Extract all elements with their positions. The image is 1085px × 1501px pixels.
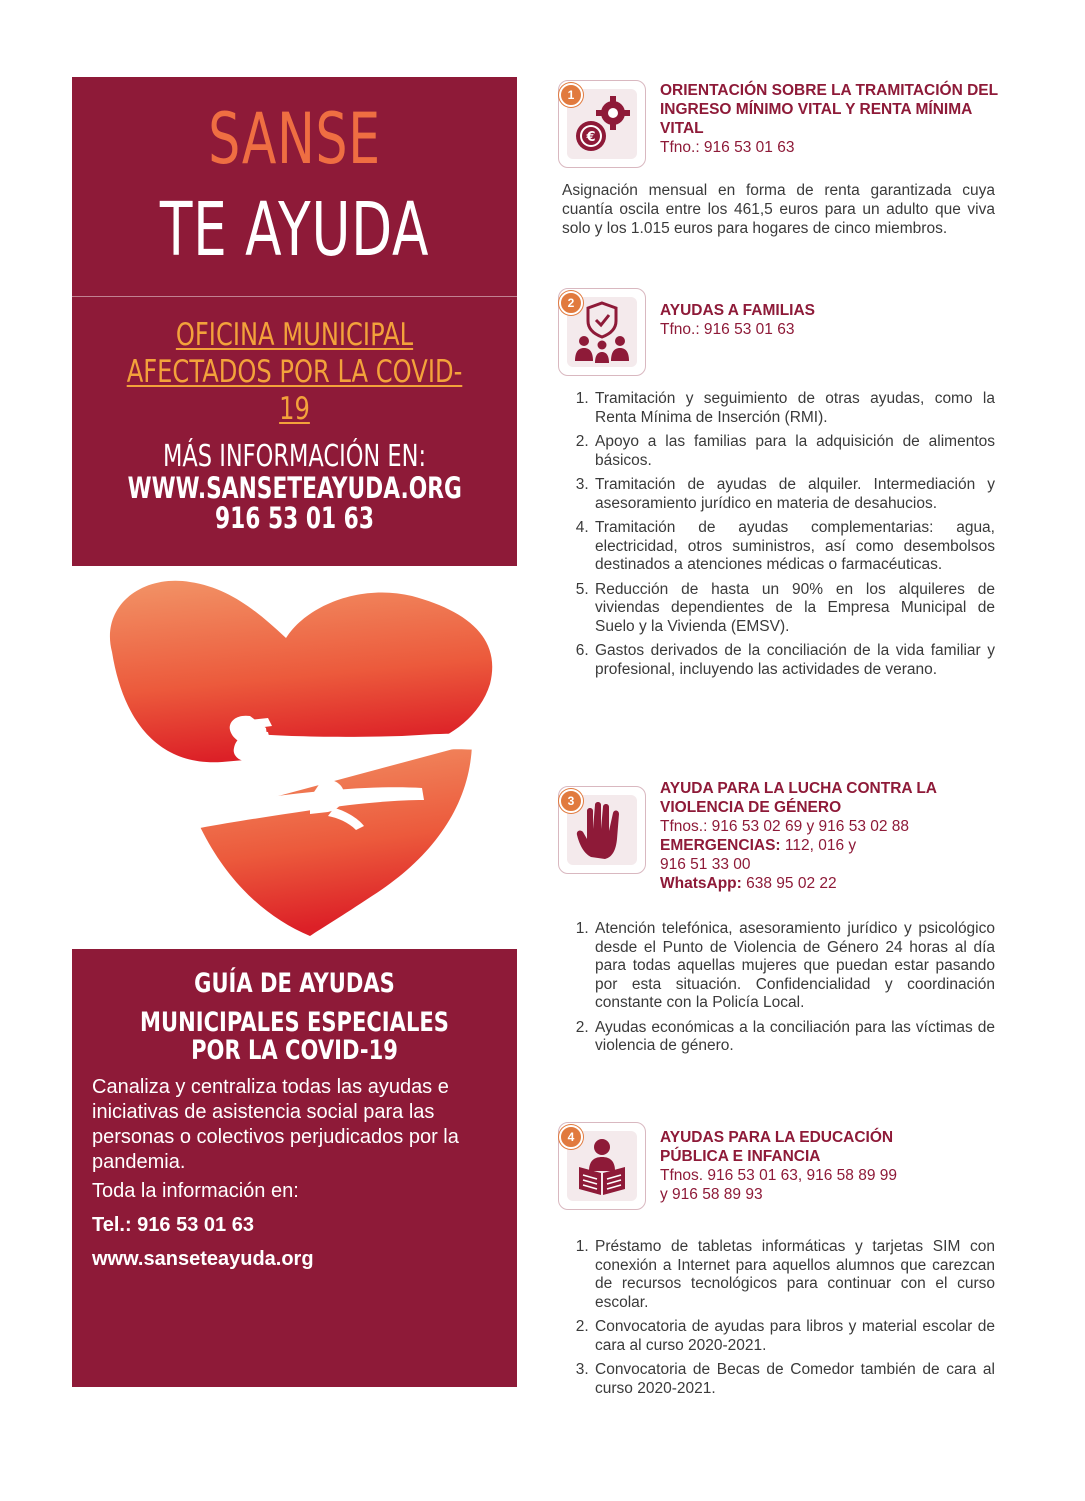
svg-text:€: € [586,130,596,145]
section-4-list [562,1238,995,1404]
info-label: MÁS INFORMACIÓN EN: [162,439,427,474]
left-banner [72,77,517,1270]
list-item: 1. Atención telefónica, asesoramiento jurídico y psicológico desde el Punto de Violencia de Género 24 horas al día para todas aquellas mujeres que puedan estar pasando por esta situación. Confidencialidad y coordinación constante con la Policía Local. [593,920,995,1013]
guide-all-info: Toda la información en: [92,1180,299,1202]
divider [72,296,517,297]
section-3-phone: Tfnos.: 916 53 02 69 y 916 53 02 88 [660,818,910,835]
section-3-icon-box [558,786,646,874]
section-1-heading [660,81,1000,157]
section-4-title-2: PÚBLICA E INFANCIA [660,1148,821,1165]
section-4-heading [660,1128,1000,1204]
guide-panel [72,949,517,1387]
section-4-title-1: AYUDAS PARA LA EDUCACIÓN [660,1129,894,1146]
section-4-phone-2: y 916 58 89 93 [660,1186,763,1203]
header-panel [72,77,517,566]
section-3-list [562,920,995,1062]
section-1-phone: Tfno.: 916 53 01 63 [660,139,795,156]
office-title[interactable] [121,317,468,428]
section-2-heading [660,301,1000,339]
section-2-icon-box [558,288,646,376]
section-3-emergency: EMERGENCIAS: 112, 016 y [660,837,857,854]
section-3-title: AYUDA PARA LA LUCHA CONTRA LA VIOLENCIA DE GÉNERO [660,780,937,816]
section-2-title: AYUDAS A FAMILIAS [660,302,816,319]
guide-website-link[interactable]: www.sanseteayuda.org [92,1248,314,1270]
section-3-emergency-2: 916 51 33 00 [660,856,751,873]
section-2-list [562,390,995,685]
list-item: 2. Apoyo a las familias para la adquisición de alimentos básicos. [593,433,995,470]
list-item: 2. Convocatoria de ayudas para libros y material escolar de cara al curso 2020-2021. [593,1318,995,1355]
section-1-number: 1 [559,83,583,107]
guide-subtitle: MUNICIPALES ESPECIALES POR LA COVID-19 [140,1007,449,1066]
section-4-number: 4 [559,1125,583,1149]
guide-description: Canaliza y centraliza todas las ayudas e iniciativas de asistencia social para las personas o colectivos perjudicados por la pandemia. [92,1076,459,1173]
list-item: 4. Tramitación de ayudas complementarias: agua, electricidad, otros suministros, así como desembolsos destinados a atenciones médicas o farmacéuticas. [593,519,995,575]
list-item: 2. Ayudas económicas a la conciliación para las víctimas de violencia de género. [593,1019,995,1056]
heart-illustration [72,566,517,949]
office-line-1[interactable]: OFICINA MUNICIPAL [175,317,414,353]
guide-phone: Tel.: 916 53 01 63 [92,1214,254,1236]
list-item: 3. Convocatoria de Becas de Comedor también de cara al curso 2020-2021. [593,1361,995,1398]
list-item: 6. Gastos derivados de la conciliación de la vida familiar y profesional, incluyendo las actividades de verano. [593,642,995,679]
list-item: 3. Tramitación de ayudas de alquiler. Intermediación y asesoramiento jurídico en materia de desahucios. [593,476,995,513]
hugging-heart-icon [72,566,517,949]
section-2-number: 2 [559,291,583,315]
section-1-icon-box [558,80,646,168]
section-3-number: 3 [559,789,583,813]
section-1-title: ORIENTACIÓN SOBRE LA TRAMITACIÓN DEL INGRESO MÍNIMO VITAL Y RENTA MÍNIMA VITAL [660,82,998,137]
section-1-paragraph: Asignación mensual en forma de renta garantizada cuya cuantía oscila entre los 461,5 euros para un adulto que viva solo y los 1.015 euros para hogares de cinco miembros. [562,182,995,237]
guide-title: GUÍA DE AYUDAS [194,968,395,999]
list-item: 1. Tramitación y seguimiento de otras ayudas, como la Renta Mínima de Inserción (RMI). [593,390,995,427]
list-item: 1. Préstamo de tabletas informáticas y tarjetas SIM con conexión a Internet para aquellos alumnos que carezcan de recursos tecnológicos para continuar con el curso escolar. [593,1238,995,1312]
section-3-whatsapp: WhatsApp: 638 95 02 22 [660,875,837,892]
office-line-2[interactable]: AFECTADOS POR LA COVID-19 [126,354,463,427]
section-3-heading [660,779,1000,893]
title-te-ayuda: TE AYUDA [159,187,430,273]
list-item: 5. Reducción de hasta un 90% en los alquileres de viviendas dependientes de la Empresa Municipal de Suelo y la Vivienda (EMSV). [593,581,995,637]
info-phone: 916 53 01 63 [215,501,374,535]
title-sanse: SANSE [208,98,381,180]
section-4-icon-box [558,1122,646,1210]
info-url-link[interactable]: WWW.SANSETEAYUDA.ORG [127,471,462,505]
section-4-phone-1: Tfnos. 916 53 01 63, 916 58 89 99 [660,1167,897,1184]
section-2-phone: Tfno.: 916 53 01 63 [660,321,795,338]
